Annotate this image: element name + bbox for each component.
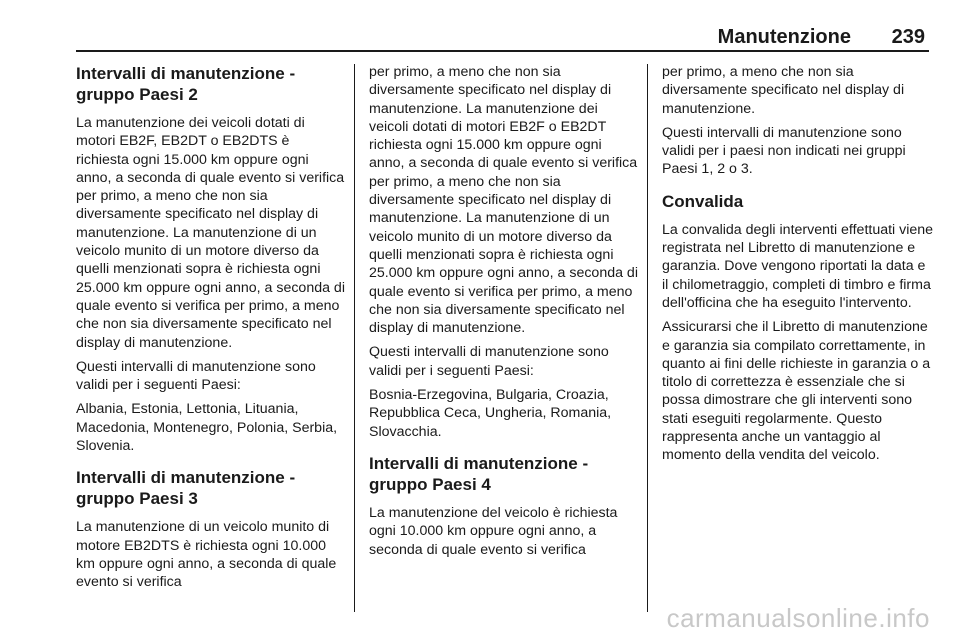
paragraph: La manutenzione dei veicoli dotati di motori EB2F, EB2DT o EB2DTS è richiesta ogni 15.000 km oppure ogni anno, a seconda di quale evento si verifica per primo, a meno che non sia diversamente specificato nel display di manutenzione. La manutenzione di un veicolo munito di un motore diverso da quelli menzionati sopra è richiesta ogni 25.000 km oppure ogni anno, a seconda di quale evento si verifica per primo, a meno che non sia diversamente specificato nel display di manutenzione. [76,115,345,351]
column-1 [76,63,346,598]
column-divider-1 [354,64,355,612]
paragraph: Questi intervalli di manutenzione sono validi per i paesi non indicati nei gruppi Paesi 1, 2 o 3. [662,124,906,178]
section-title-gruppo-4: Intervalli di manutenzione - gruppo Paesi 4 [369,453,589,494]
paragraph: Assicurarsi che il Libretto di manutenzione e garanzia sia compilato correttamente, in quanto ai fini delle richieste in garanzia o a titolo di correttezza è essenziale che si possa dimostrare che gli interventi sono stati eseguiti regolarmente. Questo rappresenta anche un vantaggio al momento della vendita del veicolo. [662,319,931,464]
section-title-gruppo-2: Intervalli di manutenzione - gruppo Paesi 2 [76,64,296,104]
section-title-gruppo-3: Intervalli di manutenzione - gruppo Paesi 3 [76,468,296,509]
paragraph: per primo, a meno che non sia diversamente specificato nel display di manutenzione. [662,64,905,117]
paragraph: La convalida degli interventi effettuati viene registrata nel Libretto di manutenzione e garanzia. Dove vengono riportati la data e il chilometraggio, completi di timbro e firma dell'officina che ha eseguito l'intervento. [662,221,934,311]
paragraph: per primo, a meno che non sia diversamente specificato nel display di manutenzione. La manutenzione dei veicoli dotati di motori EB2F o EB2DT richiesta ogni 15.000 km oppure ogni anno, a seconda di quale evento si verifica per primo, a meno che non sia diversamente specificato nel display di manutenzione. La manutenzione di un veicolo munito di un motore diverso da quelli menzionati sopra è richiesta ogni 25.000 km oppure ogni anno, a seconda di quale evento si verifica per primo, a meno che non sia diversamente specificato nel display di manutenzione. [369,64,638,337]
watermark: carmanualsonline.info [666,603,930,633]
column-divider-2 [647,64,648,612]
header-rule [76,50,929,52]
paragraph: La manutenzione del veicolo è richiesta ogni 10.000 km oppure ogni anno, a seconda di quale evento si verifica [369,504,618,558]
header-title: Manutenzione [717,26,851,48]
column-3 [662,63,934,471]
country-list: Bosnia-Erzegovina, Bulgaria, Croazia, Repubblica Ceca, Ungheria, Romania, Slovacchia. [369,387,612,440]
section-title-convalida: Convalida [662,191,744,211]
page-header [76,0,929,48]
page-number: 239 [891,26,925,48]
paragraph: Questi intervalli di manutenzione sono validi per i seguenti Paesi: [76,358,316,394]
paragraph: Questi intervalli di manutenzione sono validi per i seguenti Paesi: [369,344,609,379]
column-2 [369,63,641,565]
country-list: Albania, Estonia, Lettonia, Lituania, Macedonia, Montenegro, Polonia, Serbia, Slovenia. [76,401,338,455]
paragraph: La manutenzione di un veicolo munito di motore EB2DTS è richiesta ogni 10.000 km oppure ogni anno, a seconda di quale evento si verifica [76,519,337,591]
